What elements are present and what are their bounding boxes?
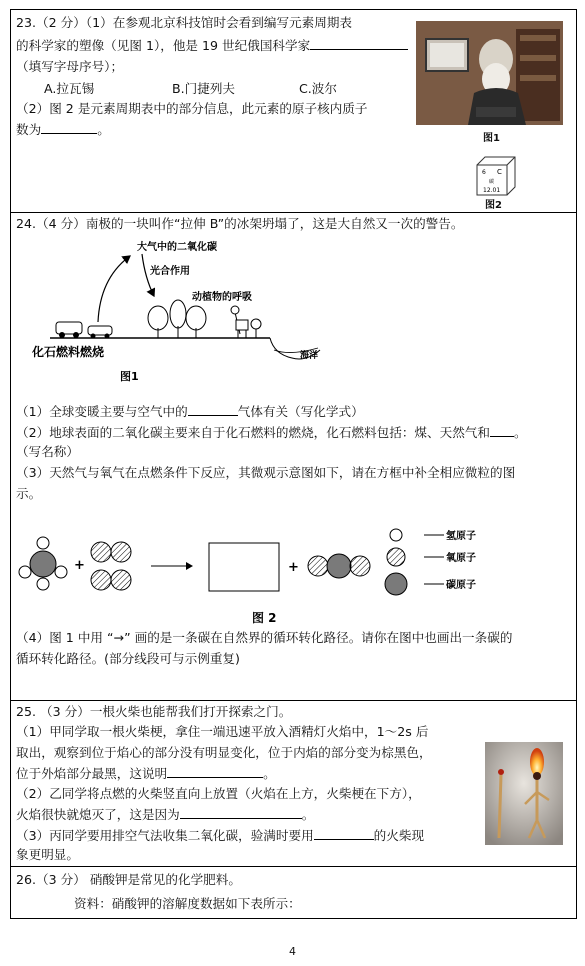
label-photosynthesis: 光合作用 xyxy=(150,266,190,277)
label-ocean: 海洋 xyxy=(300,351,319,361)
q25-l4: （2）乙同学将点燃的火柴竖直向上放置（火焰在上方，火柴梗在下方）， xyxy=(16,786,421,801)
animals-icon xyxy=(231,306,261,338)
q23-answer-blank-2[interactable] xyxy=(41,121,97,134)
q25-l5-end: 。 xyxy=(301,807,315,822)
methane-molecule xyxy=(19,537,67,590)
ocean-shore xyxy=(270,338,320,359)
q25-l3-text: 位于外焰部分最黑，这说明 xyxy=(16,766,168,781)
q24-answer-blank-1[interactable] xyxy=(188,403,238,416)
q24-answer-blank-2[interactable] xyxy=(490,424,514,437)
oxygen-molecule-2 xyxy=(91,570,131,590)
label-atmospheric-co2: 大气中的二氧化碳 xyxy=(137,242,217,253)
label-fossil-fuel-combustion: 化石燃料燃烧 xyxy=(32,345,105,359)
q23-line5-end: 。 xyxy=(97,122,110,137)
q24-line1: 24.（4 分）南极的一块叫作“拉伸 B”的冰架坍塌了，这是大自然又一次的警告。 xyxy=(16,216,464,231)
q24-part2-text: （2）地球表面的二氧化碳主要来自于化石燃料的燃烧，化石燃料包括：煤、天然气和 xyxy=(16,425,490,440)
fig1-caption: 图1 xyxy=(483,133,500,144)
fig1-caption-q24: 图1 xyxy=(120,370,139,383)
trees-icon xyxy=(148,300,206,338)
q25-l1: （1）甲同学取一根火柴梗，拿住一端迅速平放入酒精灯火焰中，1～2s 后 xyxy=(16,724,429,739)
plus-sign-1: + xyxy=(74,558,85,573)
q25-l6-text: （3）丙同学要用排空气法收集二氧化碳，验满时要用 xyxy=(16,828,314,843)
q25-answer-blank-1[interactable] xyxy=(167,765,263,778)
q25-answer-blank-3[interactable] xyxy=(314,827,374,840)
q24-part2-end: 。 xyxy=(513,425,527,440)
q25-l5 xyxy=(16,806,314,823)
element-name: 碳 xyxy=(489,179,495,185)
q23-option-c: C.波尔 xyxy=(299,81,337,96)
co2-molecule xyxy=(308,554,370,578)
q25-l5-text: 火焰很快就熄灭了，这是因为 xyxy=(16,807,180,822)
q24-part2 xyxy=(16,424,527,441)
q24-part1-text: （1）全球变暖主要与空气中的 xyxy=(16,404,188,419)
q24-part2-cont: （写名称） xyxy=(16,444,79,459)
q24-part1 xyxy=(16,403,364,420)
q23-line1: 23.（2 分）（1）在参观北京科技馆时会看到编写元素周期表 xyxy=(16,15,353,30)
q25-l6-end: 的火柴现 xyxy=(373,828,425,843)
q24-part3-cont: 示。 xyxy=(16,486,42,501)
element-number: 6 xyxy=(482,169,486,176)
q25-l3 xyxy=(16,765,276,782)
element-symbol: C xyxy=(497,168,502,176)
periodic-element-cell xyxy=(472,153,518,199)
q24-part1-end: 气体有关（写化学式） xyxy=(237,404,364,419)
q23-line5 xyxy=(16,121,110,138)
legend-hydrogen-icon xyxy=(390,529,402,541)
q23-line2 xyxy=(16,37,408,54)
fig2-caption: 图2 xyxy=(485,200,502,211)
label-respiration: 动植物的呼吸 xyxy=(192,292,252,303)
page-number: 4 xyxy=(289,945,296,958)
answer-box[interactable] xyxy=(209,543,279,591)
q25-l3-end: 。 xyxy=(263,766,276,781)
q23-option-b: B.门捷列夫 xyxy=(172,81,236,96)
q25-l2: 取出，观察到位于焰心的部分没有明显变化，位于内焰的部分变为棕黑色， xyxy=(16,745,432,760)
legend-hydrogen-label: 氢原子 xyxy=(446,531,476,542)
q25-l7: 象更明显。 xyxy=(16,847,79,862)
vehicles-icon xyxy=(56,322,112,339)
arrow-combustion-to-co2 xyxy=(98,256,130,322)
legend-oxygen-icon xyxy=(387,548,405,566)
q23-line2-text: 的科学家的塑像（见图 1），他是 19 世纪俄国科学家 xyxy=(16,38,311,53)
reaction-micro-diagram xyxy=(16,524,516,634)
q23-line3: （填写字母序号）； xyxy=(16,59,124,74)
plus-sign-2: + xyxy=(288,560,299,575)
legend-oxygen-label: 氧原子 xyxy=(446,553,476,564)
q25-line1: 25. （3 分）一根火柴也能帮我们打开探索之门。 xyxy=(16,704,292,719)
q23-option-a: A.拉瓦锡 xyxy=(44,81,95,96)
fig2-caption-q24: 图 2 xyxy=(252,611,277,625)
element-mass: 12.01 xyxy=(483,187,501,194)
q23-line5-text: 数为 xyxy=(16,122,42,137)
q24-part3: （3）天然气与氧气在点燃条件下反应，其微观示意图如下，请在方框中补全相应微粒的图 xyxy=(16,465,516,480)
legend-carbon-label: 碳原子 xyxy=(446,580,476,591)
q24-part4-cont: 循环转化路径。(部分线段可与示例重复) xyxy=(16,651,240,666)
carbon-cycle-diagram xyxy=(30,238,330,388)
q25-l6 xyxy=(16,827,424,844)
q26-line2: 资料：硝酸钾的溶解度数据如下表所示： xyxy=(74,896,301,911)
legend-carbon-icon xyxy=(385,573,407,595)
q23-answer-blank-1[interactable] xyxy=(310,37,408,50)
q23-line4: （2）图 2 是元素周期表中的部分信息，此元素的原子核内质子 xyxy=(16,101,368,116)
q24-part4: （4）图 1 中用 “→” 画的是一条碳在自然界的循环转化路径。请你在图中也画出一条碳的 xyxy=(16,630,513,645)
q26-line1: 26.（3 分） 硝酸钾是常见的化学肥料。 xyxy=(16,872,241,887)
mendeleev-statue-photo xyxy=(416,21,563,125)
oxygen-molecule-1 xyxy=(91,542,131,562)
match-figure-photo xyxy=(485,742,563,845)
q25-answer-blank-2[interactable] xyxy=(180,806,302,819)
